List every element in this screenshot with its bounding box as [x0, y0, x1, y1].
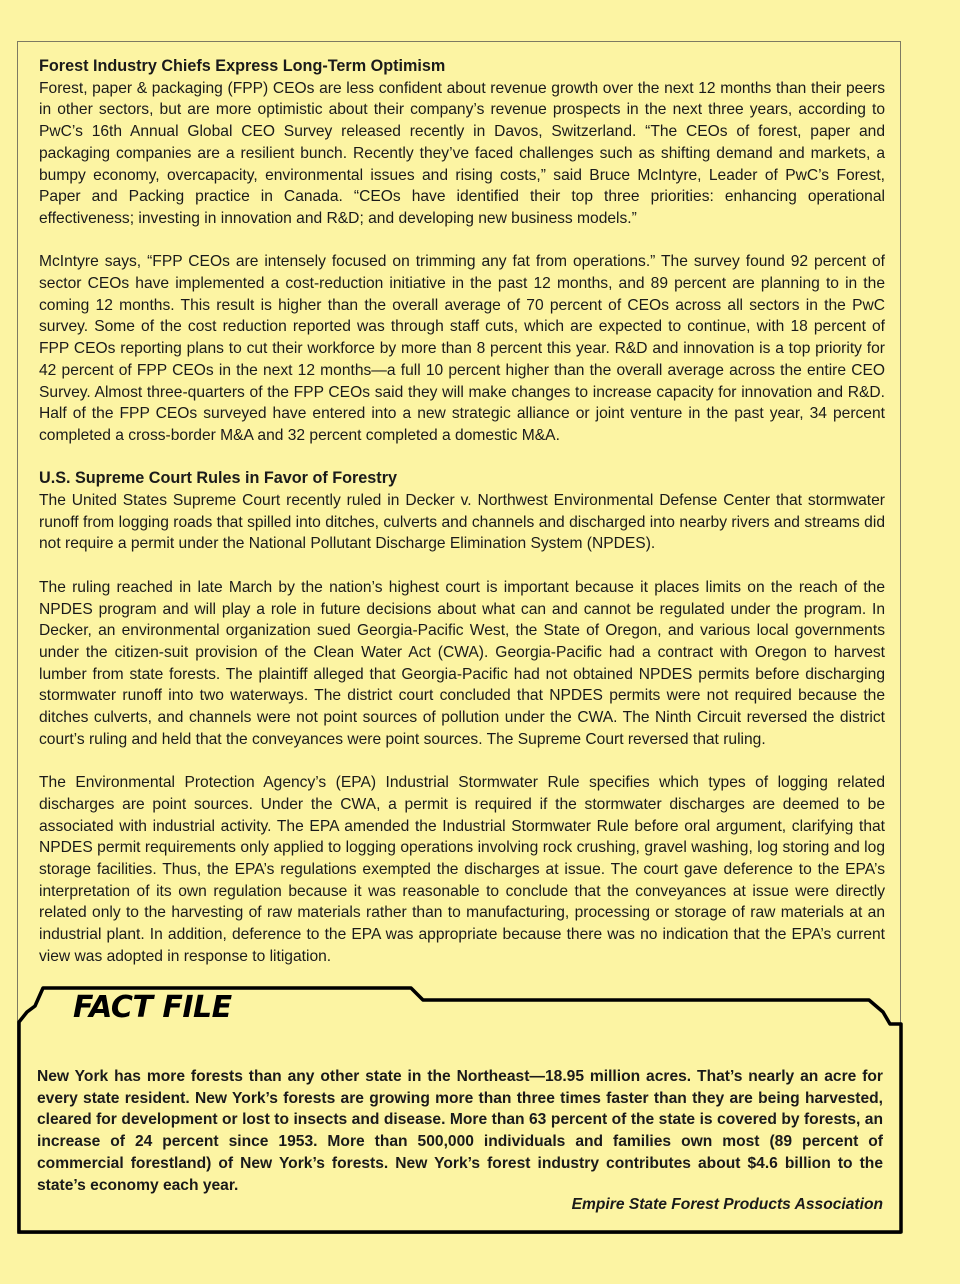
article2-paragraph-1: The United States Supreme Court recently ruled in Decker v. Northwest Environmental Defense Center that stormwater runoff from logging roads that spilled into ditches, culverts and channels and discharged into nearby rivers and streams did not require a permit under the National Pollutant Discharge Elimination System (NPDES).	[39, 492, 885, 553]
fact-file-body: New York has more forests than any other state in the Northeast—18.95 million acres. That’s nearly an acre for every state resident. New York’s forests are growing more than three times faster than they are being harvested, cleared for development or lost to insects and disease. More than 63 percent of the state is covered by forests, an increase of 24 percent since 1953. More than 500,000 individuals and families own most (89 percent of commercial forestland) of New York’s forests. New York’s forest industry contributes about $4.6 billion to the state’s economy each year.	[37, 1068, 883, 1194]
article2-title: U.S. Supreme Court Rules in Favor of Forestry	[39, 469, 397, 488]
article2-paragraph-3: The Environmental Protection Agency’s (EPA) Industrial Stormwater Rule specifies which types of logging related discharges are point sources. Under the CWA, a permit is required if the stormwater discharges are deemed to be associated with industrial activity. The EPA amended the Industrial Stormwater Rule before oral argument, clarifying that NPDES permit requirements only applied to logging operations involving rock crushing, gravel washing, log storing and log storage facilities. Thus, the EPA’s regulations exempted the discharges at issue. The court gave deference to the EPA’s interpretation of its own regulation because it was reasonable to conclude that the conveyances at issue were directly related only to the harvesting of raw materials rather than to manufacturing, processing or storage of raw materials at an industrial plant. In addition, deference to the EPA was appropriate because there was no indication that the EPA’s current view was adopted in response to litigation.	[39, 774, 885, 965]
article1-title: Forest Industry Chiefs Express Long-Term Optimism	[39, 57, 446, 75]
article1-paragraph-2: McIntyre says, “FPP CEOs are intensely focused on trimming any fat from operations.” The survey found 92 percent of sector CEOs have implemented a cost-reduction initiative in the past 12 months, and 89 percent are planning to in the coming 12 months. This result is higher than the overall average of 70 percent of CEOs across all sectors in the PwC survey. Some of the cost reduction reported was through staff cuts, which are expected to continue, with 18 percent of FPP CEOs reporting plans to cut their workforce by more than 8 percent this year. R&D and innovation is a top priority for 42 percent of FPP CEOs in the next 12 months—a full 10 percent higher than the overall average across the entire CEO Survey. Almost three-quarters of the FPP CEOs said they will make changes to increase capacity for innovation and R&D. Half of the FPP CEOs surveyed have entered into a new strategic alliance or joint venture in the past year, 34 percent completed a cross-border M&A and 32 percent completed a domestic M&A.	[39, 253, 885, 444]
articles	[39, 56, 885, 989]
fact-file-box	[17, 984, 905, 1234]
fact-file-title: FACT FILE	[73, 990, 232, 1025]
fact-file-source: Empire State Forest Products Association	[571, 1196, 883, 1213]
article1-paragraph-1: Forest, paper & packaging (FPP) CEOs are less confident about revenue growth over the next 12 months than their peers in other sectors, but are more optimistic about their company’s revenue prospects in the next three years, according to PwC’s 16th Annual Global CEO Survey released recently in Davos, Switzerland. “The CEOs of forest, paper and packaging companies are a resilient bunch. Recently they’ve faced challenges such as shifting demand and markets, a bumpy economy, overcapacity, environmental issues and rising costs,” said Bruce McIntyre, Leader of PwC’s Forest, Paper and Packing practice in Canada. “CEOs have identified their top three priorities: enhancing operational effectiveness; investing in innovation and R&D; and developing new business models.”	[39, 79, 885, 227]
article2-paragraph-2: The ruling reached in late March by the nation’s highest court is important because it places limits on the reach of the NPDES program and will play a role in future decisions about what can and cannot be regulated under the program. In Decker, an environmental organization sued Georgia-Pacific West, the State of Oregon, and various local governments under the citizen-suit provision of the Clean Water Act (CWA). Georgia-Pacific had a contract with Oregon to harvest lumber from state forests. The plaintiff alleged that Georgia-Pacific had not obtained NPDES permits before discharging stormwater runoff into two waterways. The district court concluded that NPDES permits were not required because the ditches culverts, and channels were not point sources of pollution under the CWA. The Ninth Circuit reversed the district court’s ruling and held that the conveyances were point sources. The Supreme Court reversed that ruling.	[39, 578, 885, 748]
